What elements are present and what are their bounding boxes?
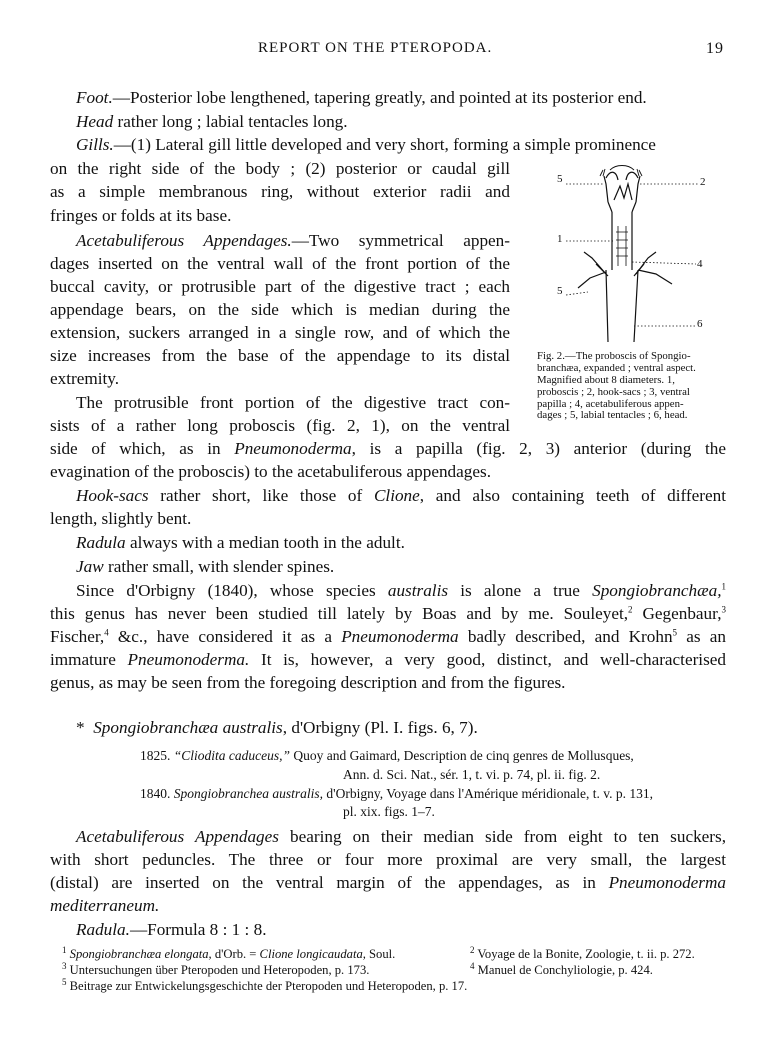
acet-line-2: dages inserted on the ventral wall of the front portion of the (50, 254, 510, 273)
footnote-2: $^2$ Voyage de la Bonite, Zoologie, t. ii. p. 272. (470, 944, 695, 961)
synonym-1-line-2: Ann. d. Sci. Nat., sér. 1, t. vi. p. 74, pl. ii. fig. 2. (343, 767, 601, 782)
species-desc-line-4: mediterraneum. (50, 896, 160, 915)
synonym-2-line-1: 1840. Spongiobranchea australis, d'Orbigny, Voyage dans l'Amérique méridionale, t. v. p. 131, (140, 786, 653, 801)
jaw-label: Jaw (76, 557, 104, 576)
species-desc-line-2: with short peduncles. The three or four more proximal are very small, the largest (50, 850, 726, 869)
proboscis-line-1: The protrusible front portion of the digestive tract con- (76, 393, 510, 412)
synonym-1-line-1: 1825. “Cliodita caduceus,” Quoy and Gaimard, Description de cinq genres de Mollusques, (140, 748, 634, 763)
page-number: 19 (706, 40, 724, 57)
figure-caption-line-1: Fig. 2.—The proboscis of Spongio- (537, 350, 691, 362)
gills-label: Gills. (76, 135, 114, 154)
proboscis-line-2: sists of a rather long proboscis (fig. 2, 1), on the ventral (50, 416, 510, 435)
head-label: Head (76, 112, 114, 131)
footnote-ref-1[interactable]: 1 (721, 581, 726, 592)
head-paragraph: Head rather long ; labial tentacles long. (76, 112, 348, 131)
figure-label-5b: 5 (557, 285, 563, 297)
figure-caption-line-5: papilla ; 4, acetabuliferous appen- (537, 398, 684, 410)
figure-caption-line-6: dages ; 5, labial tentacles ; 6, head. (537, 409, 688, 421)
synonym-2-line-2: pl. xix. figs. 1–7. (343, 804, 435, 819)
footnote-ref-5[interactable]: 5 (672, 627, 678, 638)
history-line-3: Fischer,$^4$ &c., have considered it as a Pneumonoderma badly described, and Krohn$^5$ as an (50, 627, 727, 646)
gills-line-3: as a simple membranous ring, without exterior radii and (50, 182, 510, 201)
species-asterisk: * (76, 718, 85, 737)
radula-label: Radula (76, 533, 126, 552)
footnote-4: $^4$ Manuel de Conchyliologie, p. 424. (470, 960, 653, 977)
figure-label-6: 6 (697, 318, 703, 330)
figure-caption-line-2: branchæa, expanded ; ventral aspect. (537, 362, 696, 374)
acet-line-3: buccal cavity, or protrusible part of the digestive tract ; each (50, 277, 510, 296)
footnote-3: $^3$ Untersuchungen über Pteropoden und Heteropoden, p. 173. (62, 960, 370, 977)
gills-line-2: on the right side of the body ; (2) posterior or caudal gill (50, 159, 510, 178)
hooksacs-label: Hook-sacs (76, 486, 149, 505)
acet-label: Acetabuliferous Appendages. (76, 231, 292, 250)
foot-paragraph: Foot.—Posterior lobe lengthened, tapering greatly, and pointed at its posterior end. (76, 88, 647, 107)
acet-line-4: appendage bears, on the side which is median during the (50, 300, 510, 319)
hooksacs-line-2: length, slightly bent. (50, 509, 192, 528)
species-radula-label: Radula. (76, 920, 130, 939)
footnote-5: $^5$ Beitrage zur Entwickelungsgeschichte der Pteropoden und Heteropoden, p. 17. (62, 976, 468, 993)
history-line-2: this genus has never been studied till lately by Boas and by me. Souleyet,$^2$ Gegenbaur,$^3$ (50, 604, 726, 623)
radula-paragraph: Radula always with a median tooth in the adult. (76, 533, 405, 552)
species-desc-label: Acetabuliferous Appendages (76, 827, 279, 846)
acet-line-5: extension, suckers arranged in a single row, and of which the (50, 323, 510, 342)
proboscis-line-4: evagination of the proboscis) to the acetabuliferous appendages. (50, 462, 491, 481)
species-name: Spongiobranchæa australis (93, 718, 283, 737)
species-desc-line-3: (distal) are inserted on the ventral margin of the appendages, as in Pneumonoderma (50, 873, 726, 892)
acet-line-1: Acetabuliferous Appendages.—Two symmetrical appen- (76, 231, 510, 250)
gills-line-1: Gills.—(1) Lateral gill little developed and very short, forming a simple prominence (76, 135, 656, 154)
figure-label-2: 2 (700, 176, 706, 188)
acet-line-6: size increases from the base of the appendage to its distal (50, 346, 510, 365)
footnote-ref-2[interactable]: 2 (628, 604, 633, 615)
gills-line-4: fringes or folds at its base. (50, 206, 232, 225)
species-desc-line-1: Acetabuliferous Appendages bearing on their median side from eight to ten suckers, (76, 827, 727, 846)
footnote-ref-4[interactable]: 4 (104, 627, 109, 638)
footnote-1: $^1$ Spongiobranchæa elongata, d'Orb. = Clione longicaudata, Soul. (62, 944, 396, 961)
species-radula: Radula.—Formula 8 : 1 : 8. (76, 920, 267, 939)
history-line-1: Since d'Orbigny (1840), whose species australis is alone a true Spongiobranchæa,$^1$ (76, 581, 726, 600)
history-line-4: immature Pneumonoderma. It is, however, a very good, distinct, and well-characterised (50, 650, 726, 669)
proboscis-line-3: side of which, as in Pneumonoderma, is a papilla (fig. 2, 3) anterior (during the (50, 439, 726, 458)
acet-line-7: extremity. (50, 369, 120, 388)
figure-label-1: 1 (557, 233, 563, 245)
figure-caption-line-4: proboscis ; 2, hook-sacs ; 3, ventral (537, 386, 690, 398)
footnote-ref-3[interactable]: 3 (721, 604, 726, 615)
jaw-paragraph: Jaw rather small, with slender spines. (76, 557, 335, 576)
running-title: REPORT ON THE PTEROPODA. (258, 40, 493, 56)
figure-label-5a: 5 (557, 173, 563, 185)
history-line-5: genus, as may be seen from the foregoing description and from the figures. (50, 673, 566, 692)
hooksacs-line-1: Hook-sacs rather short, like those of Clione, and also containing teeth of different (76, 486, 726, 505)
figure-caption-line-3: Magnified about 8 diameters. 1, (537, 374, 675, 386)
foot-label: Foot. (76, 88, 113, 107)
species-heading: * Spongiobranchæa australis, d'Orbigny (Pl. I. figs. 6, 7). (76, 718, 478, 737)
figure-label-4: 4 (697, 258, 703, 270)
